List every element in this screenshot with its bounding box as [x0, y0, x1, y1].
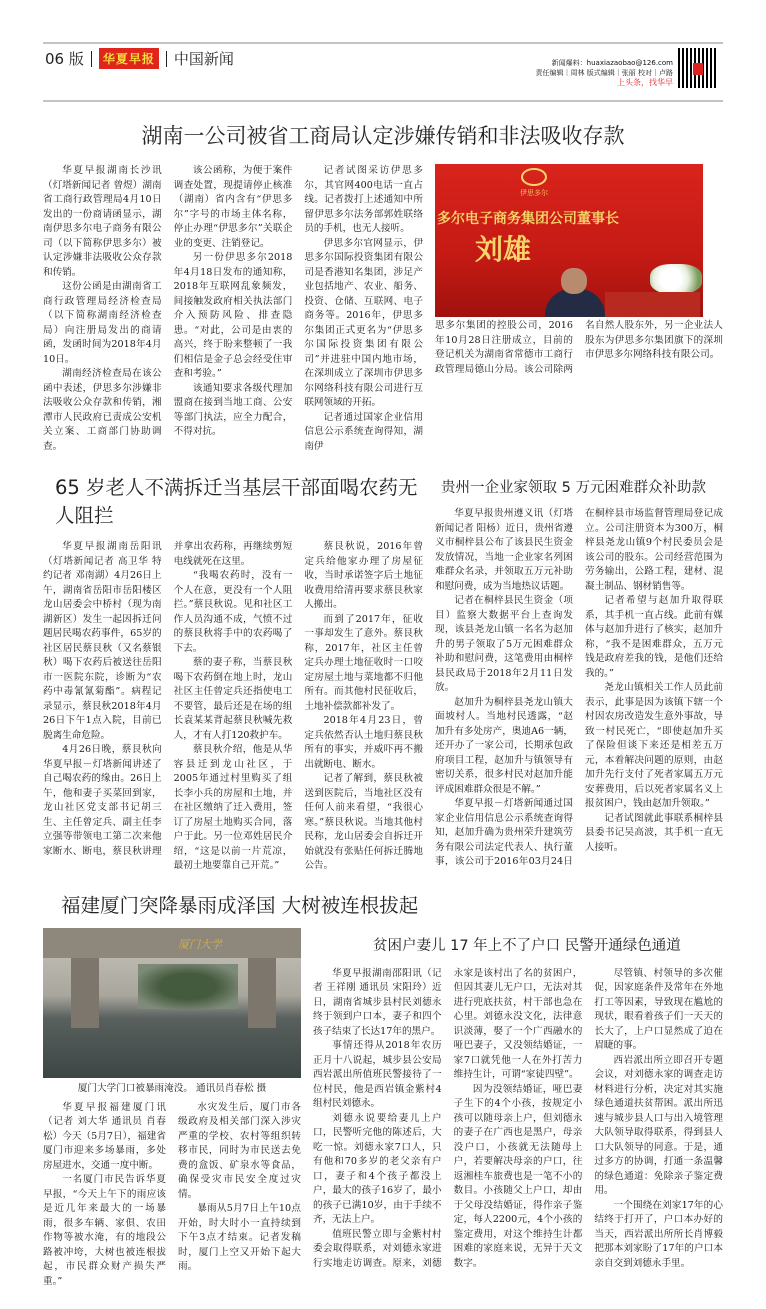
article-paragraph: 华夏早报福建厦门讯（记者 刘大华 通讯员 肖春松）今天（5月7日），福建省厦门市迎来多场暴雨，多处房屋进水，交通一度中断。 [43, 1101, 166, 1171]
article-paragraph: 记者通过国家企业信用信息公示系统查询得知，湖南伊 [304, 411, 423, 452]
article4-headline: 福建厦门突降暴雨成泽国 大树被连根拔起 [61, 893, 419, 917]
article-paragraph: 暴雨从5月7日上午10点开始，时大时小一直持续到下午3点才结束。记者发稿时，厦门上空又开始下起大雨。 [178, 1203, 301, 1272]
header-credits [536, 58, 673, 88]
bottom-row [43, 928, 723, 1290]
article1-photo [435, 164, 703, 317]
article-paragraph: 尽管镇、村领导的多次催促，因家庭条件及常年在外地打工等因素，导致现在尴尬的现状，眼看着孩子们一天天的长大了，上户口显然成了迫在眉睫的事。 [594, 967, 723, 1051]
article-paragraph: 华夏早报湖南岳阳讯（灯塔新闻记者 高卫华 特约记者 邓南湖）4月26日上午，湖南省岳阳市岳阳楼区龙山居委会中桥村（现为南湖新区）发生一起因拆迁问题居民喝农药事件，65岁的社区居民蔡艮秋（又名蔡银秋）喝下农药后被送往岳阳市一医院东院，诊断为“农药中毒氰氰菊酯”。病程记录显示，蔡艮秋2018年4月26日下午1点入院，目前已脱离生命危险。 [43, 541, 162, 741]
article-paragraph: 因为没领结婚证，哑巴妻子生下的4个小孩，按规定小孩可以随母亲上户，但刘德永的妻子在广西也是黑户，母亲没户口，小孩就无法随母上户，若要解决母亲的户口，往返湘桂车旅费也是一笔不小的数目。小孩随父上户口，却由于父母没结婚证，得作亲子鉴定，每人2200元，4个小孩的鉴定费用，对这个维持生计都困难的家庭来说，无异于天文数字。 [453, 1083, 583, 1269]
article-paragraph: 2018年4月23日，曾定兵依然否认土地归蔡艮秋所有的事实，并威吓再不搬出就断电、断水。 [304, 715, 423, 770]
article-paragraph: 华夏早报贵州遵义讯（灯塔新闻记者 阳杨）近日，贵州省遵义市桐梓县公布了该县民生资金发放情况，当地一企业家名列困难群众名录，并领取五万元补助和慰问费，成为当地热议话题。 [435, 508, 573, 592]
article2-headline: 65 岁老人不满拆迁当基层干部面喝农药无人阻拦 [55, 476, 418, 527]
newspaper-logo: 华夏早报 [99, 48, 159, 69]
article-paragraph: 这份公函是由湖南省工商行政管理局经济检查局（以下简称湖南经济检查局）向注册局发出的商请函，发函时间为2018年4月10日。 [43, 281, 162, 365]
article-paragraph: 赵加升为桐梓县尧龙山镇大面坡村人。当地村民透露，“赵加升有多处房产，奥迪A6一辆，还开办了一家公司，长期承包政府项目工程，赵加升与镇领导有密切关系，很多村民对赵加升能评成困难群众很是不解。” [435, 696, 573, 795]
article1-body [43, 164, 423, 454]
qr-code-icon [678, 48, 718, 88]
article-paragraph: 湖南经济检查局在该公函中表述，伊思多尔涉嫌非法吸收公众存款和传销，湘潭市人民政府已责成公安机关立案、工商部门协助调查。 [43, 368, 162, 452]
article-paragraph: 另一份伊思多尔2018年4月18日发布的通知称，2018年互联网乱象频发，间接触发政府相关执法部门介入预防风险、排查隐患。“对此，公司是由衷的高兴，终于盼来整顿了一我们相信是金子总会经受住审查和考验。” [173, 252, 293, 379]
slogan: 上头条，找华早 [617, 78, 673, 87]
article-paragraph: 记者希望与赵加升取得联系，其手机一直占线。此前有媒体与赵加升进行了核实，赵加升称，“我不是困难群众，五万元钱是政府差我的钱，是他们还给我的。” [585, 595, 723, 679]
article1-body-continued [435, 319, 723, 377]
podium [605, 292, 700, 317]
article1 [43, 164, 723, 454]
photo-banner-name: 刘雄 [475, 233, 532, 266]
middle-row [43, 472, 723, 874]
divider [91, 51, 92, 67]
article4-photo [43, 928, 301, 1078]
article-paragraph: 该通知要求各级代理加盟商在接到当地工商、公安等部门执法，应全力配合，不得对抗。 [173, 382, 293, 437]
article-paragraph: 值班民警立即与金紫村村委会取得联系，对刘德永家进行实地走访调查。原来，刘德永家是该村出了名的贫困户，但因其妻儿无户口，无法对其进行兜底扶贫，村干部也急在心里。刘德永没文化，法律意识淡薄，娶了一个广西融水的哑巴妻子，又没领结婚证，一家7口就凭他一人在外打苦力维持生计，可谓“家徒四壁”。 [313, 967, 583, 1269]
editor-credits: 责任编辑｜周林 版式编辑｜张丽 校对｜卢路 [535, 69, 673, 77]
masthead-bar [43, 42, 723, 102]
article-paragraph: 4月26日晚，蔡艮秋向华夏早报－灯塔新闻讲述了自己喝农药的缘由。26日上午，他和妻子买菜回到家，龙山社区党支部书记胡三生、主任曾定兵、副主任李立强等带领电工第二次来他家断水、断电，蔡艮秋讲理并拿出农药称，再继续剪短电线就死在这里。 [43, 541, 293, 857]
article4 [43, 928, 301, 1290]
gate-structure [43, 928, 301, 958]
speaker-head [561, 268, 587, 294]
article-paragraph: 华夏早报湖南邵阳讯（记者 王祥刚 通讯员 宋阳玲）近日，湖南省城步县村民刘德永终于领到户口本，妻子和四个孩子结束了长达17年的黑户。 [313, 967, 442, 1037]
photo-brand-logo: 伊思多尔 [520, 168, 548, 198]
article-paragraph: 蔡艮秋说，2016年曾定兵给他家办理了房屋征收，当时承诺签字后土地征收费用给清再要求蔡艮秋家人搬出。 [304, 541, 423, 610]
article-paragraph: 记者了解到，蔡艮秋被送到医院后，当地社区没有任何人前来看望，“我很心寒。”蔡艮秋说。当地其他村民称，龙山居委会自拆迁开始就没有张贴任何拆迁腾地公告。 [304, 773, 423, 871]
article-paragraph: 一个围绕在刘家17年的心结终于打开了，户口本办好的当天，西岩派出所所长肖博毅把那本刘家盼了17年的户口本亲自交到刘德永手里。 [594, 1199, 723, 1269]
section-name: 中国新闻 [173, 50, 234, 68]
divider [166, 51, 167, 67]
article2 [43, 472, 423, 874]
article2-body [43, 540, 423, 874]
article-paragraph: 水灾发生后，厦门市各级政府及相关部门深入涉灾严重的学校、农村等组织转移市民，同时为市民送去免费的盒饭、矿泉水等食品，确保受灾市民安全度过灾情。 [178, 1101, 301, 1200]
gate-pillar [248, 958, 276, 1028]
article-paragraph: 该公函称，为便于案件调查处置，现提请停止核准（湖南）省内含有“伊思多尔”字号的市场主体名称，停止办理“伊思多尔”关联企业的变更、注销登记。 [173, 165, 293, 249]
article4-photo-caption: 厦门大学门口被暴雨淹没。 通讯员肖春松 摄 [77, 1082, 267, 1094]
article3-body [435, 507, 723, 870]
article-paragraph: 而到了2017年，征收一事却发生了意外。蔡艮秋称，2017年，社区主任曾定兵办理土地征收时一口咬定房屋土地与菜地都不归他所有。而其他村民征收后，土地补偿款都补发了。 [304, 613, 423, 712]
trees [138, 964, 238, 1009]
article3 [435, 472, 723, 870]
article-paragraph: 记者试图采访伊思多尔，其官网400电话一直占线。记者拨打上述通知中所留伊思多尔法务部郭姓联络员的手机，也无人接听。 [304, 165, 423, 234]
article-paragraph: 华夏早报湖南长沙讯（灯塔新闻记者 曾煜）湖南省工商行政管理局4月10日发出的一份商请函显示，湖南伊思多尔电子商务有限公司（以下简称伊思多尔）被认定涉嫌非法吸收公众存款和传销。 [43, 165, 162, 278]
gate-sign: 厦门大学 [178, 937, 222, 951]
article3-headline: 贵州一企业家领取 5 万元困难群众补助款 [441, 480, 706, 496]
tip-line: 新闻爆料：huaxiazaobao@126.com [551, 59, 673, 67]
article1-photo-column [435, 164, 723, 377]
article-paragraph: 事情还得从2018年农历正月十八说起，城步县公安局西岩派出所值班民警接待了一位村民，他是西岩镇金紫村4组村民刘德永。 [313, 1040, 442, 1109]
article-paragraph: 尧龙山镇相关工作人员此前表示，此事是因为该镇下辖一个村因农房改造发生意外事故，导致一村民死亡，“即使赵加升买了保险但谈下来还是相差五万元，本着解决问题的原则，由赵加升先行支付了死者家属五万元安葬费用，后以死者家属名义上报贫困户，钱由赵加升领取。” [585, 682, 723, 809]
article-paragraph: 蔡艮秋介绍，他是从华容县迁到龙山社区，于2005年通过村里购买了组长李小兵的房屋和土地，并在社区缴纳了迁入费用，签订了房屋土地购买合同，落户于此。另一位邓姓居民介绍，“这是以前一片荒凉，最初土地要靠自己开荒。” [173, 744, 293, 871]
article-paragraph: “我喝农药时，没有一个人在意，更没有一个人阻拦。”蔡艮秋说。见和社区工作人员沟通不成，气愤不过的蔡艮秋将手中的农药喝了下去。 [173, 570, 293, 654]
article-paragraph: 一名厦门市民告诉华夏早报，“今天上午下的雨应该是近几年来最大的一场暴雨，很多车辆、家俱、农田作物等被水淹，有的地段公路被冲垮，大树也被连根拔起，市民群众财产损失严重。” [43, 1174, 166, 1287]
flowers [650, 264, 702, 294]
article-paragraph: 刘德永说要给妻儿上户口，民警听完他的陈述后，大吃一惊。刘德永家7口人，只有他和70多岁的老父亲有户口，妻子和4个孩子都没上户，最大的孩子16岁了，最小的孩子已满10岁，由于手续不齐，无法上户。 [313, 1112, 442, 1225]
masthead [45, 48, 234, 69]
article-paragraph: 记者在桐梓县民生资金（项目）监察大数据平台上查询发现，该县尧龙山镇一名名为赵加升的男子领取了5万元困难群众补助和慰问费，这笔费用由桐梓县民政局于2018年2月11日发放。 [435, 595, 573, 693]
page-number: 06 版 [45, 50, 84, 68]
newspaper-page [43, 42, 723, 1309]
article4-body [43, 1101, 301, 1290]
article5-body [313, 967, 723, 1272]
article-paragraph: 记者试图就此事联系桐梓县县委书记吴高波，其手机一直无人接听。 [585, 812, 723, 853]
article5 [313, 928, 723, 1272]
photo-banner-text: 多尔电子商务集团公司董事长 [437, 211, 619, 227]
article-paragraph: 华夏早报－灯塔新闻通过国家企业信用信息公示系统查询得知，赵加升确为贵州荣升建筑劳务有限公司法定代表人、执行董事，该公司于2016年03月24日在桐梓县市场监督管理局登记成立。公司注册资本为300万，桐梓县尧龙山镇9个村民委员会是该公司的股东。公司经营范围为劳务输出，公路工程，建材、混凝土制品、钢材销售等。 [435, 508, 723, 867]
gate-pillar [71, 958, 99, 1028]
article-paragraph: 思多尔集团的控股公司，2016年10月28日注册成立，目前的登记机关为湖南省常德市工商行政管理局德山分局。该公司除两名自然人股东外，另一企业法人股东为伊思多尔集团旗下的深圳市伊思多尔网络科技有限公司。 [435, 320, 723, 375]
article-paragraph: 西岩派出所立即召开专题会议，对刘德永家的调查走访材料进行分析，决定对其实施绿色通道扶贫帮困。派出所迅速与城步县人口与出入境管理大队领导取得联系，得到县人口大队领导的同意。于是，通过多方的协调，打通一条温馨的绿色通道：免除亲子鉴定费用。 [594, 1054, 723, 1196]
article-paragraph: 伊思多尔官网显示，伊思多尔国际投资集团有限公司是香港知名集团，涉足产业包括地产、农业、船务、投资、仓储、互联网、电子商务等。2016年，伊思多尔集团正式更名为“伊思多尔国际投资集团有限公司”并进驻中国内地市场，在深圳成立了深圳市伊思多尔网络科技有限公司进行互联网领域的开拓。 [304, 237, 423, 408]
article5-headline: 贫困户妻儿 17 年上不了户口 民警开通绿色通道 [373, 937, 681, 954]
article-paragraph: 蔡的妻子称，当蔡艮秋喝下农药倒在地上时，龙山社区主任曾定兵还指使电工不要管，最后还是在场的组长袁某某背起蔡艮秋喊先救人，才有人打120救护车。 [173, 657, 293, 741]
article1-headline: 湖南一公司被省工商局认定涉嫌传销和非法吸收存款 [141, 124, 625, 148]
